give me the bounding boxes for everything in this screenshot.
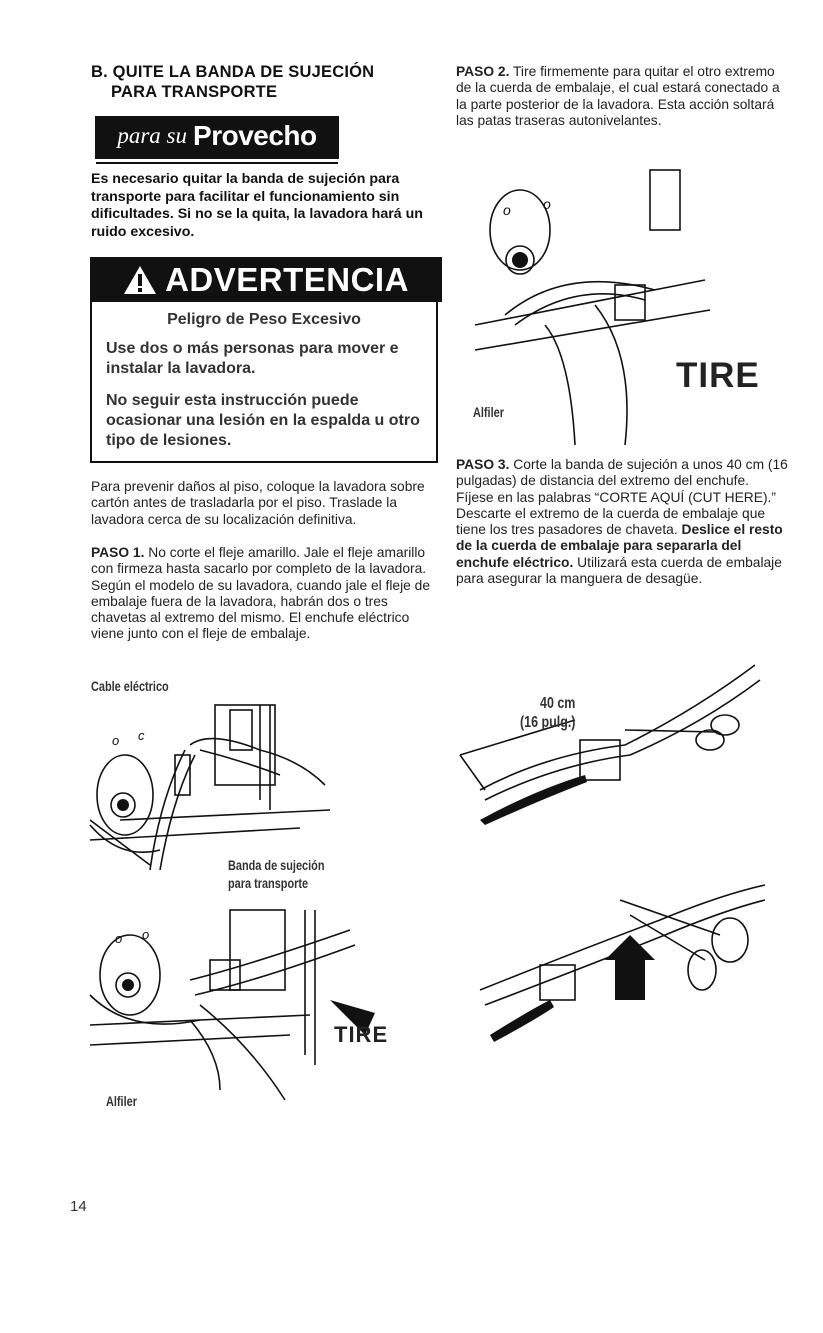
badge-bold-text: Provecho [193, 120, 317, 151]
cable-electrico-label: Cable eléctrico [91, 678, 169, 694]
svg-text:o: o [503, 202, 511, 218]
paso3-paragraph [456, 457, 788, 587]
tire-label-right: TIRE [676, 356, 760, 395]
warning-subtitle: Peligro de Peso Excesivo [167, 311, 361, 328]
paso2-paragraph [456, 64, 786, 129]
banda-label-line2: para transporte [228, 875, 309, 891]
figure-measure-cut [455, 650, 765, 820]
page-number: 14 [70, 1198, 87, 1215]
alfiler-label-right: Alfiler [473, 404, 504, 420]
paso1-label: PASO 1. [91, 545, 145, 560]
figure-pull-strap-1 [90, 700, 340, 870]
paso1-text: No corte el fleje amarillo. Jale el fleje amarillo con firmeza hasta sacarlo por completo de la lavadora. Según el modelo de su lavadora, cuando jale el fleje de embalaje fuera de la lavadora, habrán dos o tres chavetas al extremo del mismo. El enchufe eléctrico viene junto con el fleje de embalaje. [91, 545, 431, 642]
section-heading [91, 62, 431, 102]
warning-title-bar [90, 257, 442, 302]
svg-text:o: o [543, 196, 551, 212]
paso3-label: PASO 3. [456, 457, 510, 472]
paso1-paragraph [91, 545, 443, 643]
paso3-bold-text: Deslice el resto de la cuerda de embalaje para separarla del enchufe eléctrico. [456, 522, 783, 570]
svg-text:c: c [138, 728, 145, 743]
floor-protection-paragraph: Para prevenir daños al piso, coloque la lavadora sobre cartón antes de trasladarla por el piso. Traslade la lavadora cerca de su localización definitiva. [91, 479, 425, 527]
warning-consequence: No seguir esta instrucción puede ocasionar una lesión en la espalda u otro tipo de lesiones. [106, 392, 420, 449]
paso2-text: Tire firmemente para quitar el otro extremo de la cuerda de embalaje, el cual estará conectado a la parte posterior de la lavadora. Esta acción soltará las patas traseras autonivelantes. [456, 64, 780, 128]
tire-label-left: TIRE [334, 1022, 389, 1047]
measure-pulg-label: (16 pulg.) [520, 714, 576, 731]
svg-text:o: o [115, 931, 123, 946]
section-heading-line2: PARA TRANSPORTE [111, 83, 278, 101]
figure-pull-rear-strap [475, 165, 775, 445]
paso2-label: PASO 2. [456, 64, 510, 79]
figure-slide-strap [480, 860, 770, 1050]
figure-pull-strap-2 [90, 905, 390, 1095]
para-su-provecho-badge [95, 116, 339, 159]
paso3-text: Corte la banda de sujeción a unos 40 cm (16 pulgadas) de distancia del extremo del enchufe. Fíjese en las palabras “CORTE AQUÍ (CUT HERE).” Descarte el extremo de la cuerda de embalaje que tiene los tres pasadores de chaveta. [456, 457, 788, 538]
warning-instruction: Use dos o más personas para mover e instalar la lavadora. [106, 340, 399, 377]
svg-text:o: o [142, 927, 150, 942]
alfiler-label-left: Alfiler [106, 1093, 137, 1109]
intro-bold-paragraph: Es necesario quitar la banda de sujeción para transporte para facilitar el funcionamiento sin dificultades. Si no se la quita, la lavadora hará un ruido excesivo. [91, 171, 423, 240]
warning-box [90, 257, 438, 463]
badge-italic-text: para su [117, 123, 188, 148]
banda-label-line1: Banda de sujeción [228, 857, 325, 873]
warning-triangle-icon [123, 265, 157, 295]
section-heading-line1: B. QUITE LA BANDA DE SUJECIÓN [91, 63, 375, 81]
paso3-tail-text: Utilizará esta cuerda de embalaje para asegurar la manguera de desagüe. [456, 554, 782, 587]
measure-cm-label: 40 cm [540, 695, 576, 712]
warning-title: ADVERTENCIA [165, 260, 409, 298]
svg-text:o: o [112, 733, 120, 748]
